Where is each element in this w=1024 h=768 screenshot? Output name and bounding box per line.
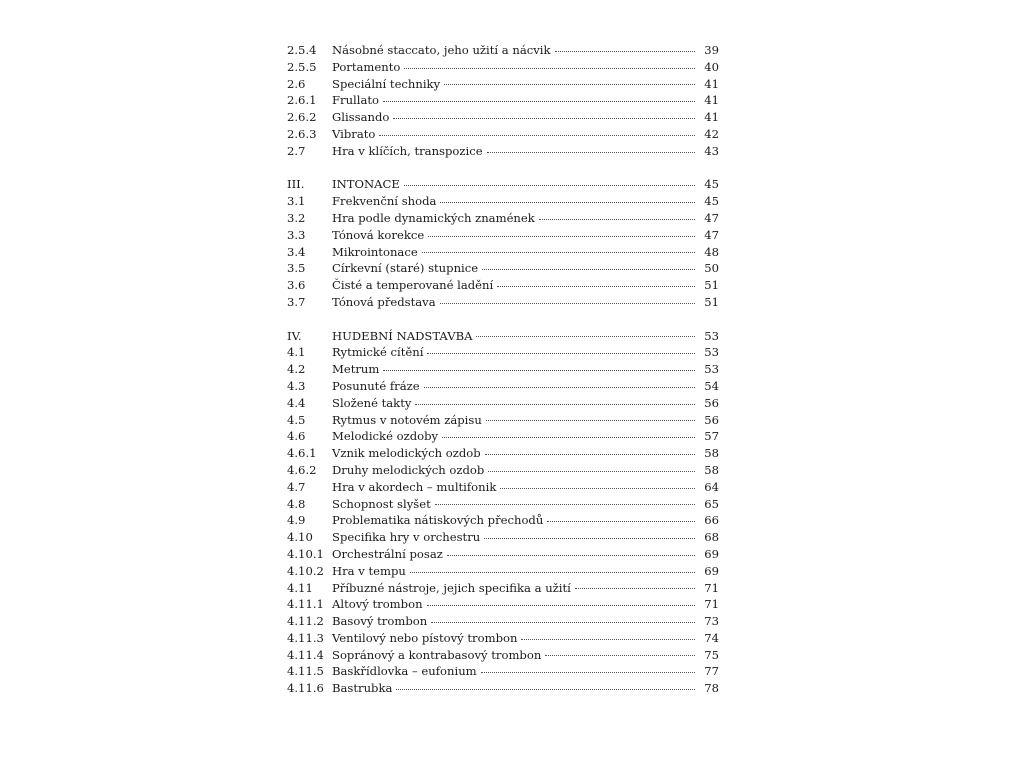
dot-leader bbox=[497, 285, 695, 287]
toc-entry bbox=[287, 344, 719, 361]
toc-entry-title: Sopránový a kontrabasový trombon bbox=[332, 647, 542, 662]
toc-entry-title: HUDEBNÍ NADSTAVBA bbox=[332, 328, 473, 343]
toc-entry-title: Portamento bbox=[332, 59, 401, 74]
toc-entry-title: Hra podle dynamických znamének bbox=[332, 210, 535, 225]
toc-entry-page-number: 68 bbox=[704, 530, 719, 545]
toc-entry-page-number: 47 bbox=[704, 210, 719, 225]
dot-leader bbox=[482, 268, 695, 270]
toc-entry bbox=[287, 596, 719, 613]
toc-entry-page-number: 53 bbox=[704, 345, 719, 360]
toc-entry-title: Tónová korekce bbox=[332, 227, 425, 242]
toc-entry-page-number: 77 bbox=[704, 664, 719, 679]
toc-entry-number: 4.10 bbox=[287, 530, 313, 545]
toc-entry-number: 4.3 bbox=[287, 378, 306, 393]
dot-leader bbox=[476, 335, 695, 337]
toc-entry-page-number: 40 bbox=[704, 59, 719, 74]
dot-leader bbox=[431, 621, 695, 623]
toc-entry bbox=[287, 613, 719, 630]
dot-leader bbox=[404, 67, 695, 69]
toc-entry bbox=[287, 529, 719, 546]
toc-entry-number: 4.4 bbox=[287, 395, 306, 410]
dot-leader bbox=[481, 671, 695, 673]
toc-entry-title: Hra v akordech – multifonik bbox=[332, 479, 497, 494]
dot-leader bbox=[500, 487, 695, 489]
toc-entry bbox=[287, 328, 719, 345]
toc-entry-number: 4.6.1 bbox=[287, 446, 317, 461]
dot-leader bbox=[415, 403, 695, 405]
toc-entry-title: Ventilový nebo pístový trombon bbox=[332, 630, 518, 645]
toc-entry-page-number: 64 bbox=[704, 479, 719, 494]
toc-entry-page-number: 75 bbox=[704, 647, 719, 662]
toc-entry-number: 2.6 bbox=[287, 76, 306, 91]
toc-entry bbox=[287, 428, 719, 445]
toc-entry-number: 2.7 bbox=[287, 143, 306, 158]
toc-entry bbox=[287, 630, 719, 647]
toc-entry-title: Schopnost slyšet bbox=[332, 496, 431, 511]
toc-entry-number: 4.6 bbox=[287, 429, 306, 444]
toc-entry-number: 3.1 bbox=[287, 194, 306, 209]
dot-leader bbox=[575, 587, 695, 589]
toc-entry-number: 2.6.2 bbox=[287, 110, 317, 125]
toc-entry-page-number: 78 bbox=[704, 681, 719, 696]
toc-entry-title: Metrum bbox=[332, 362, 380, 377]
dot-leader bbox=[404, 184, 695, 186]
toc-entry-number: 3.7 bbox=[287, 294, 306, 309]
toc-entry-page-number: 69 bbox=[704, 546, 719, 561]
toc-entry-number: 4.11.4 bbox=[287, 647, 324, 662]
toc-entry-number: 4.2 bbox=[287, 362, 306, 377]
toc-entry-number: 4.11.6 bbox=[287, 681, 324, 696]
toc-entry bbox=[287, 76, 719, 93]
toc-entry-page-number: 39 bbox=[704, 43, 719, 57]
toc-entry-title: Církevní (staré) stupnice bbox=[332, 261, 479, 276]
toc-entry-title: Orchestrální posaz bbox=[332, 546, 443, 561]
toc-entry-number: 2.6.1 bbox=[287, 93, 317, 108]
dot-leader bbox=[487, 151, 695, 153]
toc-entry-number: 4.7 bbox=[287, 479, 306, 494]
toc-entry-title: Příbuzné nástroje, jejich specifika a užití bbox=[332, 580, 571, 595]
toc-entry-page-number: 74 bbox=[704, 630, 719, 645]
toc-entry-page-number: 69 bbox=[704, 563, 719, 578]
toc-entry-title: Vibrato bbox=[332, 126, 376, 141]
toc-entry-title: Rytmus v notovém zápisu bbox=[332, 412, 482, 427]
toc-entry bbox=[287, 59, 719, 76]
toc-entry-title: Speciální techniky bbox=[332, 76, 441, 91]
toc-section bbox=[287, 176, 719, 310]
toc-entry bbox=[287, 277, 719, 294]
toc-entry-number: 3.2 bbox=[287, 210, 306, 225]
toc-entry-title: Hra v tempu bbox=[332, 563, 406, 578]
toc-entry-page-number: 42 bbox=[704, 126, 719, 141]
toc-entry-page-number: 58 bbox=[704, 462, 719, 477]
toc-entry bbox=[287, 462, 719, 479]
toc-entry-title: Frekvenční shoda bbox=[332, 194, 437, 209]
toc-entry-number: 3.4 bbox=[287, 244, 306, 259]
toc-entry-title: Specifika hry v orchestru bbox=[332, 530, 481, 545]
toc-entry-page-number: 54 bbox=[704, 378, 719, 393]
dot-leader bbox=[422, 251, 695, 253]
dot-leader bbox=[410, 571, 695, 573]
toc-entry bbox=[287, 210, 719, 227]
toc-entry-title: Čisté a temperované ladění bbox=[332, 278, 494, 293]
toc-entry bbox=[287, 294, 719, 311]
toc-entry-page-number: 57 bbox=[704, 429, 719, 444]
dot-leader bbox=[383, 369, 695, 371]
toc-entry-number: 3.5 bbox=[287, 261, 306, 276]
toc-entry-title: Glissando bbox=[332, 110, 390, 125]
toc-entry-number: 2.6.3 bbox=[287, 126, 317, 141]
toc-entry bbox=[287, 663, 719, 680]
toc-entry-title: Složené takty bbox=[332, 395, 412, 410]
toc-entry-title: Tónová představa bbox=[332, 294, 436, 309]
toc-entry-page-number: 45 bbox=[704, 194, 719, 209]
toc-entry bbox=[287, 512, 719, 529]
dot-leader bbox=[555, 50, 695, 52]
toc-entry-title: Druhy melodických ozdob bbox=[332, 462, 485, 477]
toc-entry-title: Baskřídlovka – eufonium bbox=[332, 664, 477, 679]
toc-entry bbox=[287, 109, 719, 126]
toc-entry-page-number: 51 bbox=[704, 294, 719, 309]
toc-entry bbox=[287, 126, 719, 143]
toc-entry-page-number: 56 bbox=[704, 412, 719, 427]
dot-leader bbox=[440, 302, 695, 304]
toc-entry bbox=[287, 227, 719, 244]
dot-leader bbox=[447, 554, 695, 556]
toc-entry bbox=[287, 496, 719, 513]
toc-entry-title: Vznik melodických ozdob bbox=[332, 446, 481, 461]
toc-section bbox=[287, 328, 719, 698]
dot-leader bbox=[545, 654, 695, 656]
toc-entry bbox=[287, 361, 719, 378]
dot-leader bbox=[440, 201, 695, 203]
toc-entry-page-number: 50 bbox=[704, 261, 719, 276]
table-of-contents bbox=[287, 42, 719, 697]
dot-leader bbox=[427, 352, 695, 354]
toc-entry bbox=[287, 378, 719, 395]
toc-entry bbox=[287, 563, 719, 580]
toc-entry-number: 3.6 bbox=[287, 278, 306, 293]
toc-entry-title: Hra v klíčích, transpozice bbox=[332, 143, 483, 158]
toc-entry-number: IV. bbox=[287, 328, 302, 343]
dot-leader bbox=[484, 537, 695, 539]
toc-entry-number: 4.5 bbox=[287, 412, 306, 427]
dot-leader bbox=[547, 520, 695, 522]
toc-entry-title: Mikrointonace bbox=[332, 244, 418, 259]
toc-entry-page-number: 41 bbox=[704, 93, 719, 108]
toc-entry bbox=[287, 395, 719, 412]
toc-entry bbox=[287, 244, 719, 261]
toc-entry bbox=[287, 647, 719, 664]
toc-entry bbox=[287, 479, 719, 496]
dot-leader bbox=[539, 218, 695, 220]
toc-entry-page-number: 43 bbox=[704, 143, 719, 158]
toc-entry-title: Posunuté fráze bbox=[332, 378, 420, 393]
toc-entry-number: 2.5.4 bbox=[287, 43, 317, 57]
dot-leader bbox=[396, 688, 695, 690]
toc-entry-page-number: 48 bbox=[704, 244, 719, 259]
toc-entry bbox=[287, 193, 719, 210]
toc-entry-title: Bastrubka bbox=[332, 681, 393, 696]
toc-entry-page-number: 73 bbox=[704, 614, 719, 629]
toc-entry-number: 4.11.3 bbox=[287, 630, 324, 645]
toc-entry-number: 4.9 bbox=[287, 513, 306, 528]
toc-entry-page-number: 45 bbox=[704, 177, 719, 192]
toc-entry-page-number: 71 bbox=[704, 597, 719, 612]
toc-entry bbox=[287, 412, 719, 429]
toc-entry-title: Basový trombon bbox=[332, 614, 428, 629]
toc-entry-number: 4.10.2 bbox=[287, 563, 324, 578]
toc-entry-number: 4.8 bbox=[287, 496, 306, 511]
dot-leader bbox=[486, 419, 695, 421]
toc-entry-number: 4.1 bbox=[287, 345, 306, 360]
toc-entry-title: Altový trombon bbox=[332, 597, 423, 612]
toc-entry-page-number: 41 bbox=[704, 110, 719, 125]
dot-leader bbox=[428, 235, 695, 237]
toc-entry-title: Problematika nátiskových přechodů bbox=[332, 513, 544, 528]
toc-entry-number: 4.11.1 bbox=[287, 597, 324, 612]
toc-entry bbox=[287, 143, 719, 160]
toc-entry-title: Násobné staccato, jeho užití a nácvik bbox=[332, 43, 551, 57]
dot-leader bbox=[444, 83, 695, 85]
toc-entry bbox=[287, 42, 719, 59]
toc-entry-page-number: 41 bbox=[704, 76, 719, 91]
toc-entry bbox=[287, 445, 719, 462]
dot-leader bbox=[485, 453, 695, 455]
toc-entry bbox=[287, 546, 719, 563]
toc-entry-number: 4.11.2 bbox=[287, 614, 324, 629]
toc-entry-page-number: 53 bbox=[704, 328, 719, 343]
toc-section bbox=[287, 42, 719, 160]
dot-leader bbox=[424, 386, 695, 388]
toc-entry bbox=[287, 680, 719, 697]
toc-entry-page-number: 66 bbox=[704, 513, 719, 528]
toc-entry-page-number: 47 bbox=[704, 227, 719, 242]
toc-entry-title: Rytmické cítění bbox=[332, 345, 424, 360]
toc-entry-number: 3.3 bbox=[287, 227, 306, 242]
toc-entry bbox=[287, 92, 719, 109]
toc-entry-number: 2.5.5 bbox=[287, 59, 317, 74]
toc-entry-number: 4.11 bbox=[287, 580, 313, 595]
dot-leader bbox=[427, 604, 695, 606]
toc-entry-number: 4.11.5 bbox=[287, 664, 324, 679]
toc-entry-page-number: 58 bbox=[704, 446, 719, 461]
toc-entry-title: Frullato bbox=[332, 93, 380, 108]
toc-entry bbox=[287, 176, 719, 193]
toc-entry bbox=[287, 260, 719, 277]
dot-leader bbox=[383, 100, 695, 102]
toc-entry-page-number: 51 bbox=[704, 278, 719, 293]
dot-leader bbox=[488, 470, 695, 472]
toc-entry-page-number: 65 bbox=[704, 496, 719, 511]
toc-entry-page-number: 53 bbox=[704, 362, 719, 377]
dot-leader bbox=[442, 436, 695, 438]
dot-leader bbox=[393, 117, 695, 119]
toc-entry-title: Melodické ozdoby bbox=[332, 429, 439, 444]
toc-entry bbox=[287, 580, 719, 597]
dot-leader bbox=[435, 503, 695, 505]
toc-entry-number: III. bbox=[287, 177, 305, 192]
toc-entry-page-number: 56 bbox=[704, 395, 719, 410]
toc-entry-page-number: 71 bbox=[704, 580, 719, 595]
dot-leader bbox=[521, 638, 695, 640]
dot-leader bbox=[379, 134, 695, 136]
toc-entry-number: 4.10.1 bbox=[287, 546, 324, 561]
toc-entry-number: 4.6.2 bbox=[287, 462, 317, 477]
toc-entry-title: INTONACE bbox=[332, 177, 400, 192]
